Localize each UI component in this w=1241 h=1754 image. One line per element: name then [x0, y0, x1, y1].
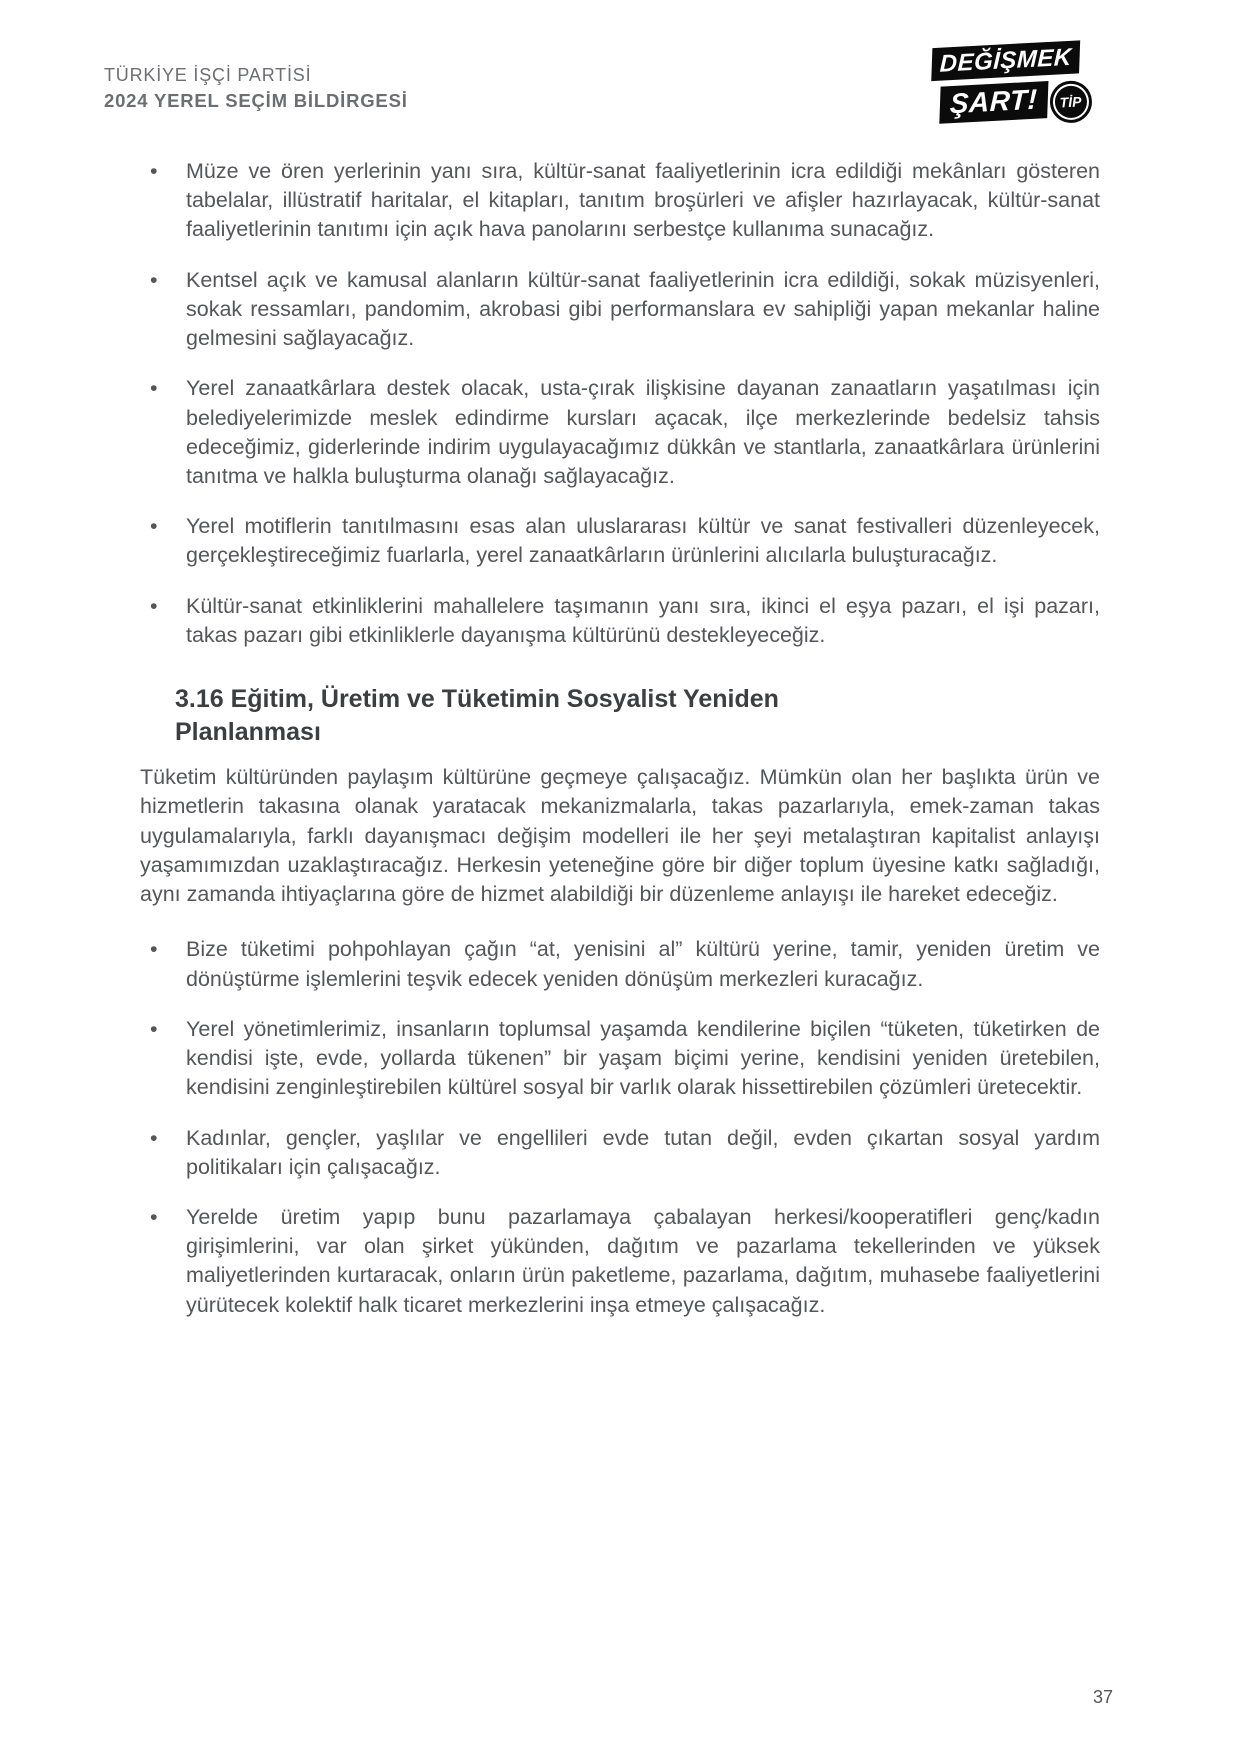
bullet-item — [140, 935, 1100, 993]
bullet-text: Yerelde üretim yapıp bunu pazarlamaya çabalayan herkesi/kooperatifleri genç/kadın girişimlerini, var olan şirket yükünden, dağıtım ve pazarlama tekellerinden ve yüksek maliyetlerinden kurtaracak, onların ürün paketleme, pazarlama, dağıtım, muhasebe faaliyetlerini yürütecek kolektif halk ticaret merkezlerini inşa etmeye çalışacağız. — [186, 1205, 1100, 1317]
document-content — [140, 157, 1100, 1320]
logo-text-line1: DEĞİŞMEK — [931, 40, 1080, 81]
section-heading: 3.16 Eğitim, Üretim ve Tüketimin Sosyalist Yeniden Planlanması — [175, 685, 779, 746]
bullet-list-planning — [140, 935, 1100, 1320]
section-intro-paragraph: Tüketim kültüründen paylaşım kültürüne geçmeye çalışacağız. Mümkün olan her başlıkta ürün ve hizmetlerin takasına olanak yaratacak mekanizmalarla, takas pazarlarıyla, emek-zaman takas uygulamalarıyla, farklı dayanışmacı değişim modelleri ile her şeyi metalaştıran kapitalist anlayışı yaşamımızdan uzaklaştıracağız. Herkesin yeteneğine göre bir diğer toplum üyesine katkı sağladığı, aynı zamanda ihtiyaçlarına göre de hizmet alabildiği bir düzenleme anlayışı ile hareket edeceğiz. — [140, 765, 1100, 907]
party-logo — [931, 40, 1091, 130]
logo-text-line2: ŞART! — [939, 81, 1048, 124]
bullet-text: Yerel yönetimlerimiz, insanların toplumsal yaşamda kendilerine biçilen “tüketen, tüketirken de kendisi işte, evde, yollarda tükenen” bir yaşam biçimi yerine, kendisini yeniden üretebilen, kendisini zenginleştirebilen kültürel sosyal bir varlık olarak hissettirebilen çözümleri üretecektir. — [186, 1016, 1100, 1100]
bullet-item — [140, 374, 1100, 491]
bullet-text: Kentsel açık ve kamusal alanların kültür-sanat faaliyetlerinin icra edildiği, sokak müzisyenleri, sokak ressamları, pandomim, akrobasi gibi performanslara ev sahipliği yapan mekanlar haline gelmesini sağlayacağız. — [186, 267, 1100, 351]
bullet-item — [140, 1124, 1100, 1182]
bullet-item — [140, 266, 1100, 354]
tip-badge-icon — [1048, 80, 1092, 124]
bullet-item — [140, 512, 1100, 570]
bullet-item — [140, 592, 1100, 650]
header-party-name: TÜRKİYE İŞÇİ PARTİSİ — [104, 65, 312, 85]
header-doc-title: 2024 YEREL SEÇİM BİLDİRGESİ — [104, 90, 408, 112]
bullet-text: Müze ve ören yerlerinin yanı sıra, kültür-sanat faaliyetlerinin icra edildiği mekânları gösteren tabelalar, illüstratif haritalar, el kitapları, tanıtım broşürleri ve afişler hazırlayacak, kültür-sanat faaliyetlerinin tanıtımı için açık hava panolarını serbestçe kullanıma sunacağız. — [186, 158, 1100, 242]
bullet-list-culture — [140, 157, 1100, 650]
bullet-text: Yerel motiflerin tanıtılmasını esas alan uluslararası kültür ve sanat festivalleri düzenleyecek, gerçekleştireceğimiz fuarlarla, yerel zanaatkârların ürünlerini alıcılarla buluşturacağız. — [186, 514, 1100, 568]
tip-badge-label: TİP — [1059, 93, 1082, 111]
bullet-text: Yerel zanaatkârlara destek olacak, usta-çırak ilişkisine dayanan zanaatların yaşatılması için belediyelerimizde meslek edindirme kursları açacak, ilçe merkezlerinde bedelsiz tahsis edeceğimiz, giderlerinde indirim uygulayacağımız dükkân ve stantlarla, zanaatkârlara ürünlerini tanıtma ve halkla buluşturma olanağı sağlayacağız. — [186, 376, 1100, 489]
bullet-text: Kültür-sanat etkinliklerini mahallelere taşımanın yanı sıra, ikinci el eşya pazarı, el işi pazarı, takas pazarı gibi etkinliklerle dayanışma kültürünü destekleyeceğiz. — [186, 593, 1100, 647]
bullet-item — [140, 1203, 1100, 1320]
bullet-text: Bize tüketimi pohpohlayan çağın “at, yenisini al” kültürü yerine, tamir, yeniden üretim ve dönüştürme işlemlerini teşvik edecek yeniden dönüşüm merkezleri kuracağız. — [186, 937, 1100, 991]
bullet-item — [140, 1015, 1100, 1103]
logo-row — [939, 72, 1091, 130]
page-number: 37 — [1092, 1687, 1113, 1707]
bullet-item — [140, 157, 1100, 245]
bullet-text: Kadınlar, gençler, yaşlılar ve engellileri evde tutan değil, evden çıkartan sosyal yardım politikaları için çalışacağız. — [186, 1125, 1100, 1179]
header-text — [104, 62, 408, 115]
